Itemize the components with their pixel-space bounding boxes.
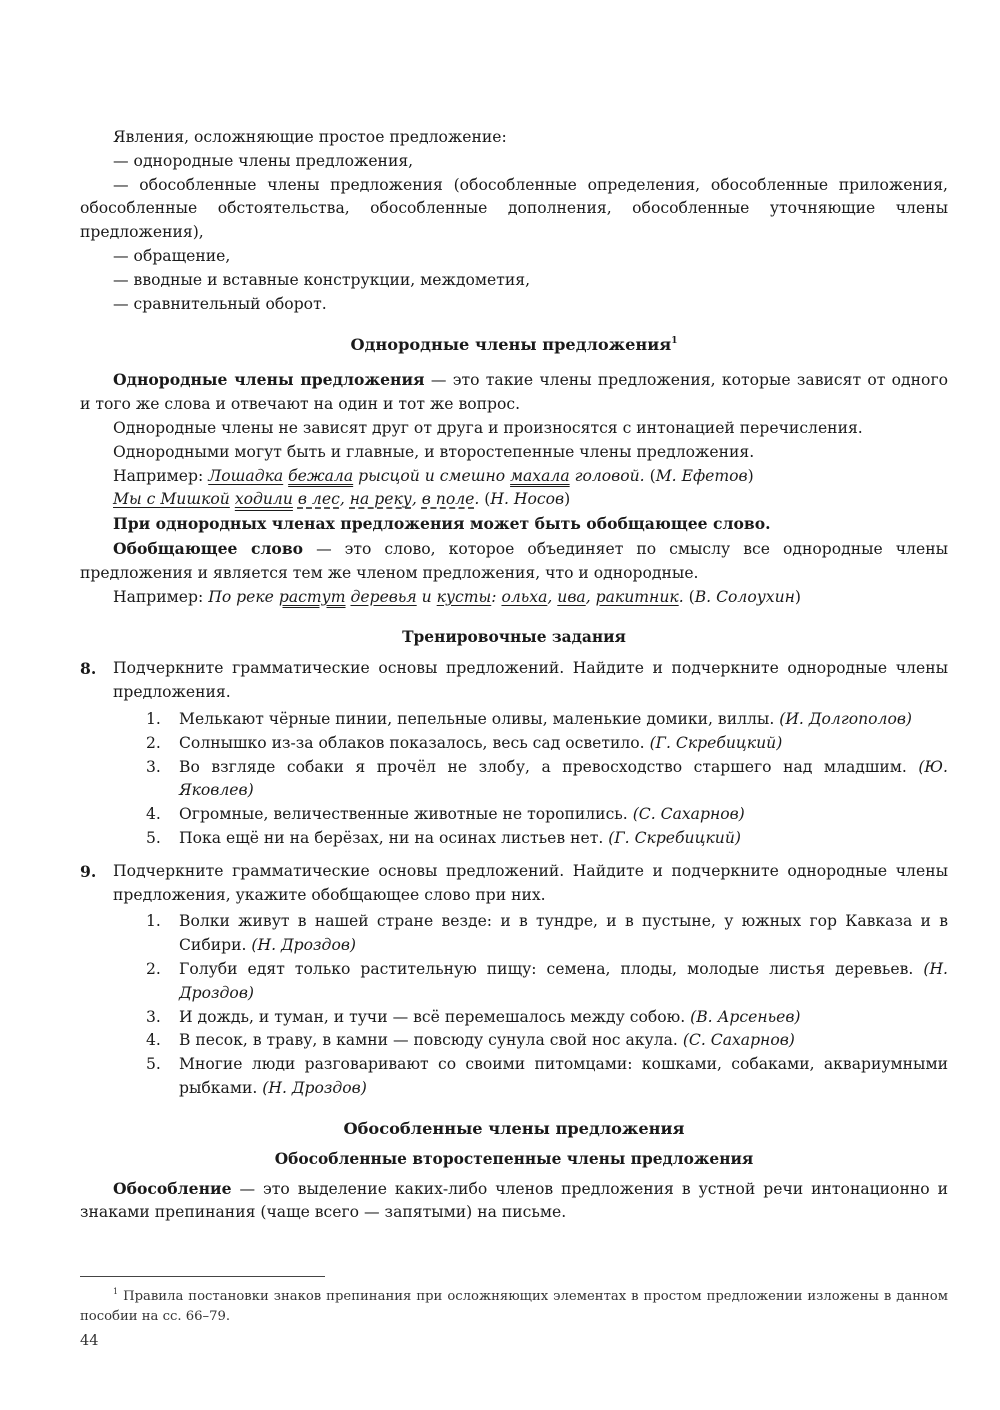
list-item (113, 827, 948, 851)
item-text: Волки живут в нашей стране везде: и в тундре, и в пустыне, у южных гор Кавказа и в Сибири. (179, 912, 948, 955)
section-heading-training: Тренировочные задания (402, 628, 626, 647)
paragraph: Однородные члены не зависят друг от друга и произносятся с интонацией перечисления. (113, 418, 863, 437)
predicate-word: бежала (288, 466, 354, 485)
task-9 (80, 860, 948, 1101)
example-fragment: и (416, 587, 437, 606)
subject-word: ольха (501, 587, 548, 606)
item-text: Многие люди разговаривают со своими питомцами: кошками, собаками, аквариумными рыбками. (179, 1055, 948, 1097)
task-items (113, 708, 948, 851)
definition-text: — это выделение каких-либо членов предложения в устной речи интонационно и знаками препинания (чаще всего — запятыми) на письме. (80, 1179, 948, 1222)
task-number: 8. (80, 659, 97, 679)
list-item (113, 910, 948, 958)
example-fragment: : (491, 587, 502, 606)
item-author: (И. Долгополов) (779, 709, 913, 728)
footnote-marker: 1 (671, 336, 678, 347)
definition-paragraph (80, 537, 948, 586)
example-text (208, 467, 644, 485)
example-line (80, 465, 948, 489)
item-number: 5. (146, 1055, 161, 1074)
item-text: Голуби едят только растительную пищу: семена, плоды, молодые листья деревьев. (179, 959, 924, 978)
example-fragment: , (339, 490, 350, 509)
subject-word: деревья (350, 587, 417, 606)
item-number: 2. (146, 959, 161, 978)
list-item (113, 708, 948, 732)
subject-word: кусты (436, 587, 492, 606)
item-number: 1. (146, 709, 161, 728)
task-items (113, 910, 948, 1100)
section-heading-separated: Обособленные члены предложения (343, 1118, 685, 1138)
example-author: (Н. Носов) (479, 490, 571, 509)
adverbial-word: в поле (421, 490, 475, 509)
list-item (113, 756, 948, 804)
paragraph: Однородными могут быть и главные, и второстепенные члены предложения. (113, 442, 755, 461)
predicate-word: ходили (234, 490, 293, 509)
page-body (80, 126, 948, 1225)
item-number: 2. (146, 733, 161, 752)
item-author: (С. Сахарнов) (632, 805, 745, 824)
example-fragment: головой. (569, 466, 645, 485)
item-number: 4. (146, 805, 161, 824)
section-heading-homogeneous (80, 333, 948, 357)
item-author: (Г. Скребицкий) (649, 733, 783, 752)
page-number: 44 (80, 1333, 99, 1349)
item-text: Мелькают чёрные пинии, пепельные оливы, маленькие домики, виллы. (179, 709, 780, 728)
item-text: Солнышко из-за облаков показалось, весь сад осветило. (179, 733, 650, 752)
intro-section (80, 126, 948, 316)
item-number: 5. (146, 828, 161, 847)
adverbial-word: в лес (297, 490, 340, 509)
intro-item: — сравнительный оборот. (113, 294, 327, 313)
item-author: (Н. Дроздов) (251, 936, 356, 955)
definition-paragraph (80, 1177, 948, 1226)
list-item (113, 1053, 948, 1101)
list-item (113, 958, 948, 1006)
task-8 (80, 657, 948, 850)
footnote-mark: 1 (113, 1287, 119, 1296)
item-author: (Ю. Яковлев) (179, 757, 948, 800)
footnote-divider (80, 1276, 325, 1277)
author-name: М. Ефетов (655, 466, 748, 485)
task-instruction: Подчеркните грамматические основы предложений. Найдите и подчеркните однородные члены предложения. (113, 659, 948, 702)
example-text (208, 588, 683, 606)
item-author: (С. Сахарнов) (682, 1031, 795, 1050)
example-fragment: рысцой и смешно (353, 466, 511, 485)
intro-title: Явления, осложняющие простое предложение: (113, 128, 507, 146)
heading-text: Однородные члены предложения (350, 335, 672, 355)
bold-rule-text: При однородных членах предложения может быть обобщающее слово. (113, 514, 771, 534)
intro-item: — обращение, (113, 246, 231, 265)
subject-word: Мы с Мишкой (113, 490, 230, 509)
item-number: 3. (146, 1007, 161, 1026)
intro-item: — обособленные члены предложения (обособленные определения, обособленные приложения, обособленные обстоятельства, обособленные дополнения, обособленные уточняющие члены предложения), (80, 175, 948, 242)
task-number: 9. (80, 861, 97, 881)
item-text: Пока ещё ни на берёзах, ни на осинах листьев нет. (179, 828, 609, 847)
subject-word: ракитник (595, 587, 679, 606)
example-line (80, 586, 948, 610)
predicate-word: растут (278, 587, 346, 606)
bold-rule (80, 512, 948, 537)
example-fragment: , (547, 587, 558, 606)
predicate-word: махала (510, 466, 570, 485)
intro-item: — вводные и вставные конструкции, междометия, (113, 270, 531, 289)
adverbial-word: на реку (349, 490, 412, 509)
list-item (113, 1029, 948, 1053)
definition-term: Обобщающее слово (113, 538, 304, 558)
item-number: 4. (146, 1031, 161, 1050)
item-text: Во взгляде собаки я прочёл не злобу, а превосходство старшего над младшим. (179, 757, 919, 776)
definition-paragraph (80, 368, 948, 417)
item-text: Огромные, величественные животные не торопились. (179, 805, 633, 824)
example-fragment: , (585, 587, 596, 606)
example-author: (М. Ефетов) (644, 466, 754, 485)
item-author: (Н. Дроздов) (262, 1078, 367, 1097)
item-number: 3. (146, 757, 161, 776)
definition-term: Однородные члены предложения (113, 370, 425, 390)
item-author: (В. Арсеньев) (690, 1007, 801, 1026)
list-item (113, 803, 948, 827)
author-name: Н. Носов (490, 490, 565, 509)
task-instruction: Подчеркните грамматические основы предложений. Найдите и подчеркните однородные члены предложения, укажите обобщающее слово при них. (113, 861, 948, 904)
subject-word: ива (557, 587, 586, 606)
example-author: (В. Солоухин) (683, 587, 801, 606)
footnote-text: Правила постановки знаков препинания при осложняющих элементах в простом предложении изложены в данном пособии на сс. 66–79. (80, 1289, 948, 1324)
example-line (80, 488, 948, 512)
example-lead: Например: (113, 587, 209, 606)
list-item (113, 732, 948, 756)
item-author: (Г. Скребицкий) (608, 828, 741, 847)
intro-item: — однородные члены предложения, (113, 151, 414, 170)
example-text (113, 490, 479, 508)
item-author: (Н. Дроздов) (179, 959, 948, 1002)
definition-text: — это такие члены предложения, которые зависят от одного и того же слова и отвечают на один и тот же вопрос. (80, 371, 949, 414)
author-name: В. Солоухин (694, 587, 795, 606)
item-text: В песок, в траву, в камни — повсюду сунула свой нос акула. (179, 1031, 683, 1050)
subsection-heading: Обособленные второстепенные члены предложения (274, 1149, 754, 1168)
footnote (80, 1287, 948, 1327)
list-item (113, 1006, 948, 1030)
definition-text: — это слово, которое объединяет по смыслу все однородные члены предложения и является тем же членом предложения, что и однородные. (80, 539, 948, 582)
subject-word: Лошадка (208, 466, 284, 485)
definition-term: Обособление (113, 1178, 232, 1198)
example-lead: Например: (113, 466, 209, 485)
example-fragment: , (411, 490, 422, 509)
item-number: 1. (146, 912, 161, 931)
example-fragment: . (474, 490, 480, 509)
example-fragment: . (678, 587, 684, 606)
example-fragment: По реке (208, 587, 279, 606)
item-text: И дождь, и туман, и тучи — всё перемешалось между собою. (179, 1007, 691, 1026)
